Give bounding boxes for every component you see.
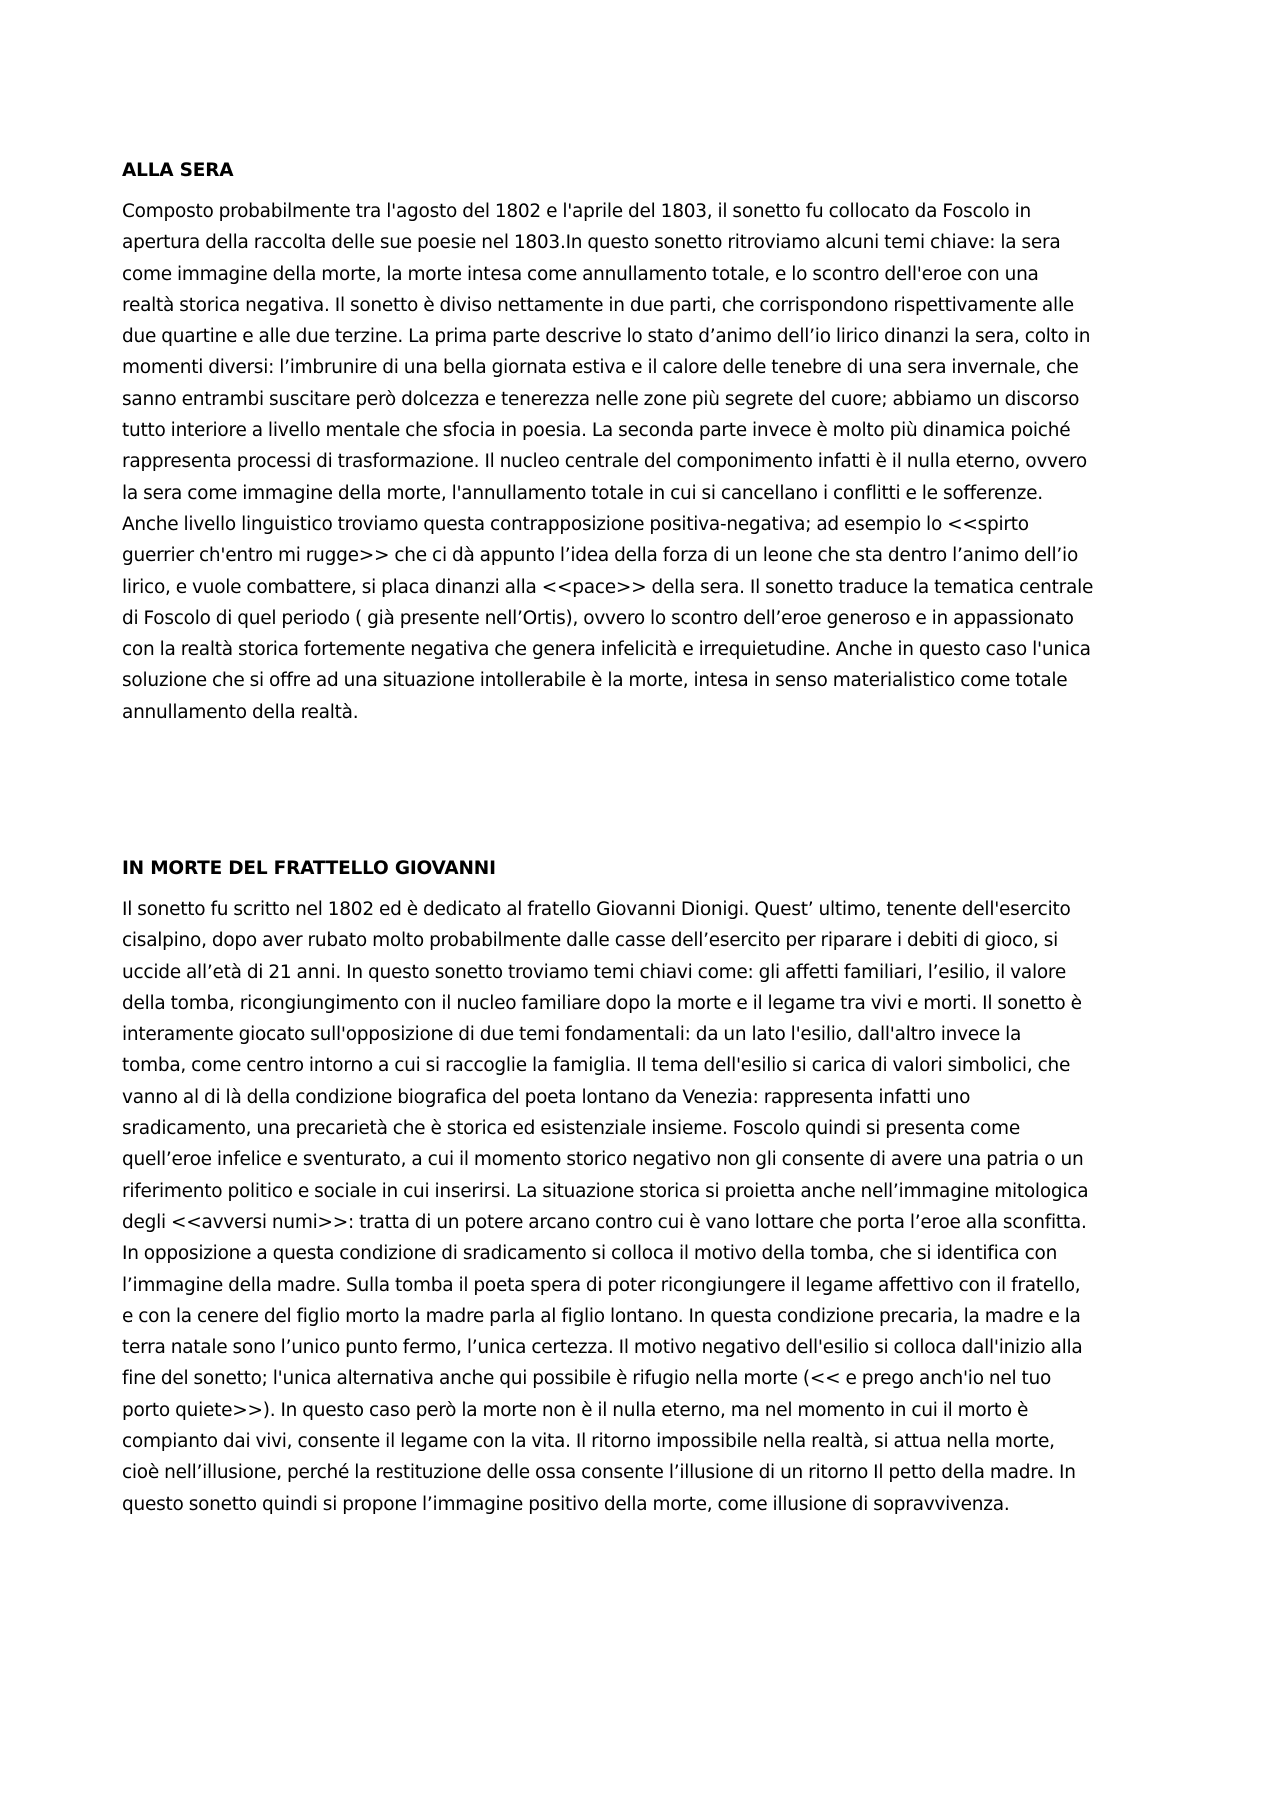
text-line: con la realtà storica fortemente negativa che genera infelicità e irrequietudine. Anche in questo caso l'unica: [122, 639, 1091, 661]
text-line: l’immagine della madre. Sulla tomba il poeta spera di poter ricongiungere il legame affettivo con il fratello,: [122, 1274, 1081, 1296]
text-line: momenti diversi: l’imbrunire di una bella giornata estiva e il calore delle tenebre di una sera invernale, che: [122, 357, 1079, 379]
text-line: vanno al di là della condizione biografica del poeta lontano da Venezia: rappresenta infatti uno: [122, 1086, 971, 1108]
text-line: interamente giocato sull'opposizione di due temi fondamentali: da un lato l'esilio, dall'altro invece la: [122, 1024, 1022, 1046]
section-title: IN MORTE DEL FRATTELLO GIOVANNI: [122, 858, 496, 879]
text-line: cisalpino, dopo aver rubato molto probabilmente dalle casse dell’esercito per riparare i debiti di gioco, si: [122, 930, 1059, 952]
text-line: degli <<avversi numi>>: tratta di un potere arcano contro cui è vano lottare che porta l’eroe alla sconfitta.: [122, 1211, 1087, 1233]
section-alla-sera: [122, 155, 1166, 728]
text-line: questo sonetto quindi si propone l’immagine positivo della morte, come illusione di sopravvivenza.: [122, 1493, 1010, 1515]
text-line: terra natale sono l’unico punto fermo, l’unica certezza. Il motivo negativo dell'esilio si colloca dall'inizio alla: [122, 1337, 1083, 1359]
text-line: porto quiete>>). In questo caso però la morte non è il nulla eterno, ma nel momento in cui il morto è: [122, 1399, 1029, 1421]
text-line: Composto probabilmente tra l'agosto del 1802 e l'aprile del 1803, il sonetto fu collocato da Foscolo in: [122, 201, 1031, 222]
text-line: soluzione che si offre ad una situazione intollerabile è la morte, intesa in senso materialistico come totale: [122, 670, 1068, 692]
text-line: Anche livello linguistico troviamo questa contrapposizione positiva-negativa; ad esempio lo <<spirto: [122, 513, 1029, 535]
text-line: sanno entrambi suscitare però dolcezza e tenerezza nelle zone più segrete del cuore; abbiamo un discorso: [122, 388, 1080, 410]
text-line: lirico, e vuole combattere, si placa dinanzi alla <<pace>> della sera. Il sonetto traduce la tematica centrale: [122, 576, 1094, 598]
text-line: realtà storica negativa. Il sonetto è diviso nettamente in due parti, che corrispondono rispettivamente alle: [122, 294, 1074, 316]
text-line: tomba, come centro intorno a cui si raccoglie la famiglia. Il tema dell'esilio si carica di valori simbolici, che: [122, 1055, 1071, 1077]
text-line: annullamento della realtà.: [122, 701, 359, 723]
section-body: [122, 196, 1166, 728]
text-line: due quartine e alle due terzine. La prima parte descrive lo stato d’animo dell’io lirico dinanzi la sera, colto in: [122, 326, 1091, 348]
text-line: uccide all’età di 21 anni. In questo sonetto troviamo temi chiavi come: gli affetti familiari, l’esilio, il valore: [122, 961, 1066, 983]
text-line: apertura della raccolta delle sue poesie nel 1803.In questo sonetto ritroviamo alcuni temi chiave: la sera: [122, 232, 1061, 254]
text-line: cioè nell’illusione, perché la restituzione delle ossa consente l’illusione di un ritorno Il petto della madre. In: [122, 1462, 1076, 1484]
text-line: rappresenta processi di trasformazione. Il nucleo centrale del componimento infatti è il nulla eterno, ovvero: [122, 451, 1087, 473]
text-line: guerrier ch'entro mi rugge>> che ci dà appunto l’idea della forza di un leone che sta dentro l’animo dell’io: [122, 545, 1079, 567]
text-line: di Foscolo di quel periodo ( già presente nell’Ortis), ovvero lo scontro dell’eroe generoso e in appassionato: [122, 607, 1074, 629]
text-line: sradicamento, una precarietà che è storica ed esistenziale insieme. Foscolo quindi si presenta come: [122, 1118, 1020, 1140]
text-line: tutto interiore a livello mentale che sfocia in poesia. La seconda parte invece è molto più dinamica poiché: [122, 420, 1071, 442]
text-line: In opposizione a questa condizione di sradicamento si colloca il motivo della tomba, che si identifica con: [122, 1243, 1058, 1265]
text-line: la sera come immagine della morte, l'annullamento totale in cui si cancellano i conflitti e le sofferenze.: [122, 482, 1043, 504]
text-line: come immagine della morte, la morte intesa come annullamento totale, e lo scontro dell'eroe con una: [122, 263, 1039, 285]
text-line: fine del sonetto; l'unica alternativa anche qui possibile è rifugio nella morte (<< e prego anch'io nel tuo: [122, 1368, 1052, 1390]
section-in-morte-del-fratello: [122, 853, 1166, 1520]
text-line: Il sonetto fu scritto nel 1802 ed è dedicato al fratello Giovanni Dionigi. Quest’ ultimo, tenente dell'esercito: [122, 899, 1071, 920]
text-line: compianto dai vivi, consente il legame con la vita. Il ritorno impossibile nella realtà, si attua nella morte,: [122, 1431, 1055, 1453]
text-line: quell’eroe infelice e sventurato, a cui il momento storico negativo non gli consente di avere una patria o un: [122, 1149, 1084, 1171]
section-body: [122, 894, 1166, 1520]
text-line: riferimento politico e sociale in cui inserirsi. La situazione storica si proietta anche nell’immagine mitologica: [122, 1180, 1089, 1202]
section-title: ALLA SERA: [122, 160, 234, 181]
text-line: e con la cenere del figlio morto la madre parla al figlio lontano. In questa condizione precaria, la madre e la: [122, 1305, 1081, 1327]
text-line: della tomba, ricongiungimento con il nucleo familiare dopo la morte e il legame tra vivi e morti. Il sonetto è: [122, 992, 1082, 1014]
